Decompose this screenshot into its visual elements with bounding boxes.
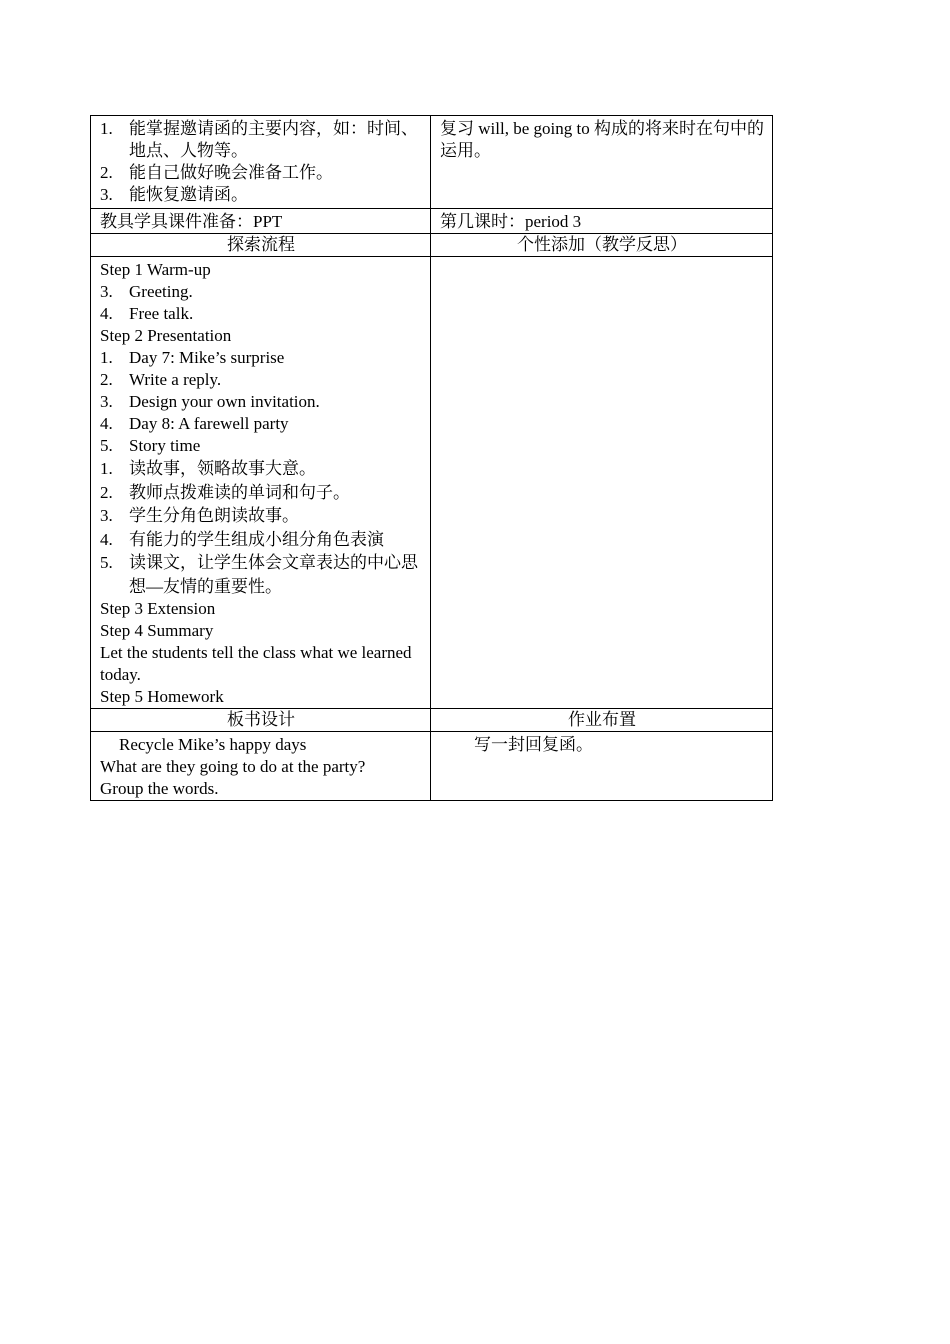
list-item xyxy=(100,481,422,505)
item-text: 学生分角色朗读故事。 xyxy=(129,506,299,525)
lesson-plan-table xyxy=(90,115,773,801)
review-cell xyxy=(431,116,773,209)
prep-row xyxy=(91,209,773,234)
list-item xyxy=(100,281,422,303)
summary-text: Let the students tell the class what we learned today. xyxy=(100,643,412,684)
goal-number: 2. xyxy=(100,163,113,182)
step-4-heading: Step 4 Summary xyxy=(100,621,214,640)
item-text: Write a reply. xyxy=(129,370,222,389)
step-2-list xyxy=(100,347,422,457)
homework-text: 写一封回复函。 xyxy=(474,735,593,754)
flow-cell xyxy=(91,257,431,709)
item-number: 3. xyxy=(100,506,113,525)
board-line: What are they going to do at the party? xyxy=(100,757,366,776)
list-item xyxy=(100,391,422,413)
list-item xyxy=(100,369,422,391)
item-text: Story time xyxy=(129,436,201,455)
period-text: 第几课时：period 3 xyxy=(440,212,582,231)
list-item xyxy=(100,413,422,435)
item-number: 2. xyxy=(100,370,113,389)
goal-number: 3. xyxy=(100,185,113,204)
item-text: 有能力的学生组成小组分角色表演 xyxy=(129,529,384,549)
reflection-header: 个性添加（教学反思） xyxy=(431,234,773,257)
list-item xyxy=(100,303,422,325)
process-header: 探索流程 xyxy=(91,234,431,257)
item-text: Day 8: A farewell party xyxy=(129,414,289,433)
list-item xyxy=(100,504,422,528)
homework-cell xyxy=(431,732,773,801)
board-header-row xyxy=(91,709,773,732)
goal-item xyxy=(100,162,422,184)
item-number: 1. xyxy=(100,348,113,367)
item-number: 4. xyxy=(100,414,113,433)
board-line: Recycle Mike’s happy days xyxy=(119,735,307,754)
goals-row xyxy=(91,116,773,209)
step-3-heading: Step 3 Extension xyxy=(100,599,216,618)
item-number: 5. xyxy=(100,553,113,572)
goals-cell xyxy=(91,116,431,209)
review-text: 复习 will, be going to 构成的将来时在句中的运用。 xyxy=(440,119,764,160)
goal-item xyxy=(100,118,422,162)
step-2-heading: Step 2 Presentation xyxy=(100,326,232,345)
step-5-heading: Step 5 Homework xyxy=(100,687,224,706)
goals-list xyxy=(100,118,422,206)
goal-number: 1. xyxy=(100,119,113,138)
item-number: 1. xyxy=(100,459,113,478)
board-header: 板书设计 xyxy=(91,709,431,732)
item-text: 读故事，领略故事大意。 xyxy=(129,459,316,478)
step-1-heading: Step 1 Warm-up xyxy=(100,260,211,279)
step-1-list xyxy=(100,281,422,325)
list-item xyxy=(100,435,422,457)
board-line: Group the words. xyxy=(100,779,219,798)
goal-text: 能恢复邀请函。 xyxy=(129,185,248,204)
item-text: Design your own invitation. xyxy=(129,392,320,411)
board-row xyxy=(91,732,773,801)
story-time-list xyxy=(100,457,422,598)
list-item xyxy=(100,457,422,481)
item-number: 3. xyxy=(100,392,113,411)
item-number: 5. xyxy=(100,436,113,455)
goal-item xyxy=(100,184,422,206)
reflection-cell xyxy=(431,257,773,709)
goal-text: 能掌握邀请函的主要内容，如：时间、地点、人物等。 xyxy=(129,119,418,160)
flow-row xyxy=(91,257,773,709)
item-number: 3. xyxy=(100,282,113,301)
homework-header: 作业布置 xyxy=(431,709,773,732)
item-number: 4. xyxy=(100,304,113,323)
item-text: Day 7: Mike’s surprise xyxy=(129,348,285,367)
item-number: 4. xyxy=(100,529,113,549)
list-item xyxy=(100,551,422,598)
materials-cell xyxy=(91,209,431,234)
list-item xyxy=(100,347,422,369)
item-text: 读课文，让学生体会文章表达的中心思想—友情的重要性。 xyxy=(129,553,418,596)
item-text: Greeting. xyxy=(129,282,193,301)
item-text: 教师点拨难读的单词和句子。 xyxy=(129,482,350,502)
process-header-row xyxy=(91,234,773,257)
goal-text: 能自己做好晚会准备工作。 xyxy=(129,163,333,182)
item-number: 2. xyxy=(100,482,113,502)
period-cell xyxy=(431,209,773,234)
board-cell xyxy=(91,732,431,801)
list-item xyxy=(100,528,422,552)
item-text: Free talk. xyxy=(129,304,194,323)
materials-text: 教具学具课件准备：PPT xyxy=(100,212,283,231)
